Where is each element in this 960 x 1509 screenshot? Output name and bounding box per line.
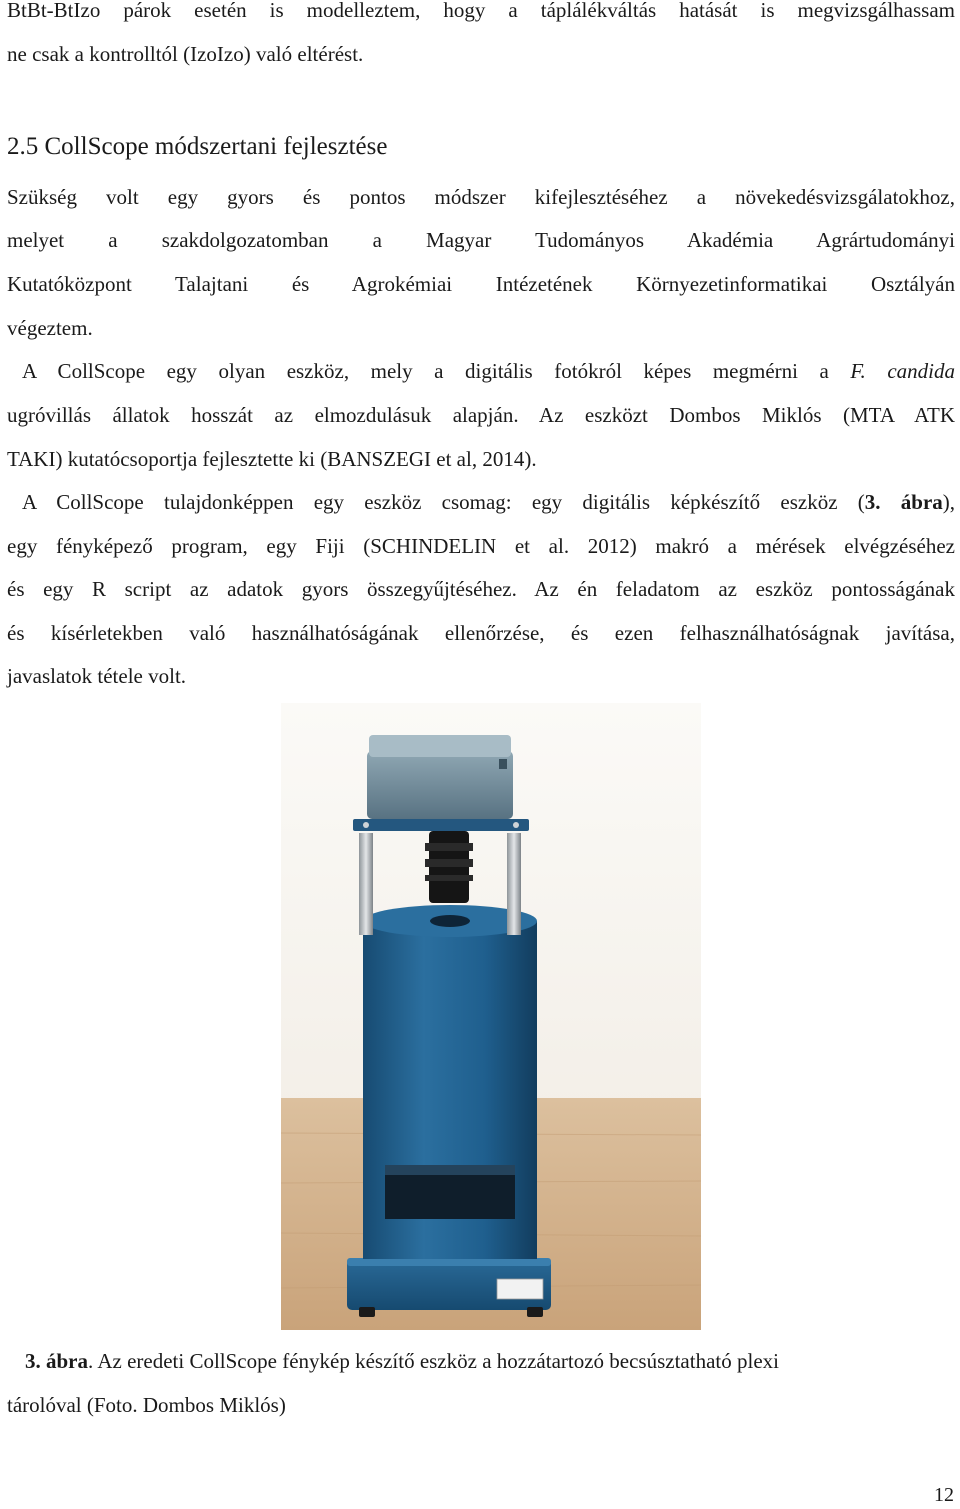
caption-text: . Az eredeti CollScope fénykép készítő eszköz a hozzátartozó becsúsztatható plexi — [88, 1349, 779, 1373]
collscope-photo — [281, 703, 701, 1330]
figure-caption-line-2: tárolóval (Foto. Dombos Miklós) — [7, 1393, 286, 1417]
figure-ref-number: 3. — [864, 490, 881, 514]
para3-line-1-end: ), — [942, 490, 956, 514]
para1-line-4: végeztem. — [7, 316, 93, 340]
figure-caption-line-1 — [25, 1347, 955, 1375]
para3-line-3: és egy R script az adatok gyors összegyűjtéséhez. Az én feladatom az eszköz pontosságának — [7, 577, 955, 601]
species-genus: F. — [850, 359, 866, 383]
para3-line-1-text: A CollScope tulajdonképpen egy eszköz csomag: egy digitális képkészítő eszköz ( — [22, 490, 865, 514]
page-number: 12 — [934, 1484, 954, 1506]
para3-line-5: javaslatok tétele volt. — [7, 664, 187, 688]
para2-line-1 — [22, 357, 955, 385]
para2-line-1-text: A CollScope egy olyan eszköz, mely a digitális fotókról képes megmérni a — [22, 359, 829, 383]
para3-line-4: és kísérletekben való használhatóságának ellenőrzése, és ezen felhasználhatóságnak javítása, — [7, 621, 955, 645]
caption-label: 3. ábra — [25, 1349, 88, 1373]
intro-line-2: ne csak a kontrolltól (IzoIzo) való eltérést. — [7, 42, 364, 66]
section-heading: 2.5 CollScope módszertani fejlesztése — [7, 133, 388, 160]
para3-line-1 — [22, 488, 955, 516]
figure-ref-word: ábra — [900, 490, 943, 514]
intro-line-1: BtBt-BtIzo párok esetén is modelleztem, hogy a táplálékváltás hatását is megvizsgálhassam — [7, 0, 955, 22]
species-name: candida — [887, 359, 956, 383]
para1-line-3: Kutatóközpont Talajtani és Agrokémiai Intézetének Környezetinformatikai Osztályán — [7, 272, 955, 296]
para3-line-2: egy fényképező program, egy Fiji (SCHINDELIN et al. 2012) makró a mérések elvégzéséhez — [7, 534, 955, 558]
para1-line-2: melyet a szakdolgozatomban a Magyar Tudományos Akadémia Agrártudományi — [7, 228, 955, 252]
para2-line-3: TAKI) kutatócsoportja fejlesztette ki (BANSZEGI et al, 2014). — [7, 447, 537, 471]
para2-line-2: ugróvillás állatok hosszát az elmozdulásuk alapján. Az eszközt Dombos Miklós (MTA ATK — [7, 403, 955, 427]
para1-line-1: Szükség volt egy gyors és pontos módszer kifejlesztéséhez a növekedésvizsgálatokhoz, — [7, 185, 955, 209]
